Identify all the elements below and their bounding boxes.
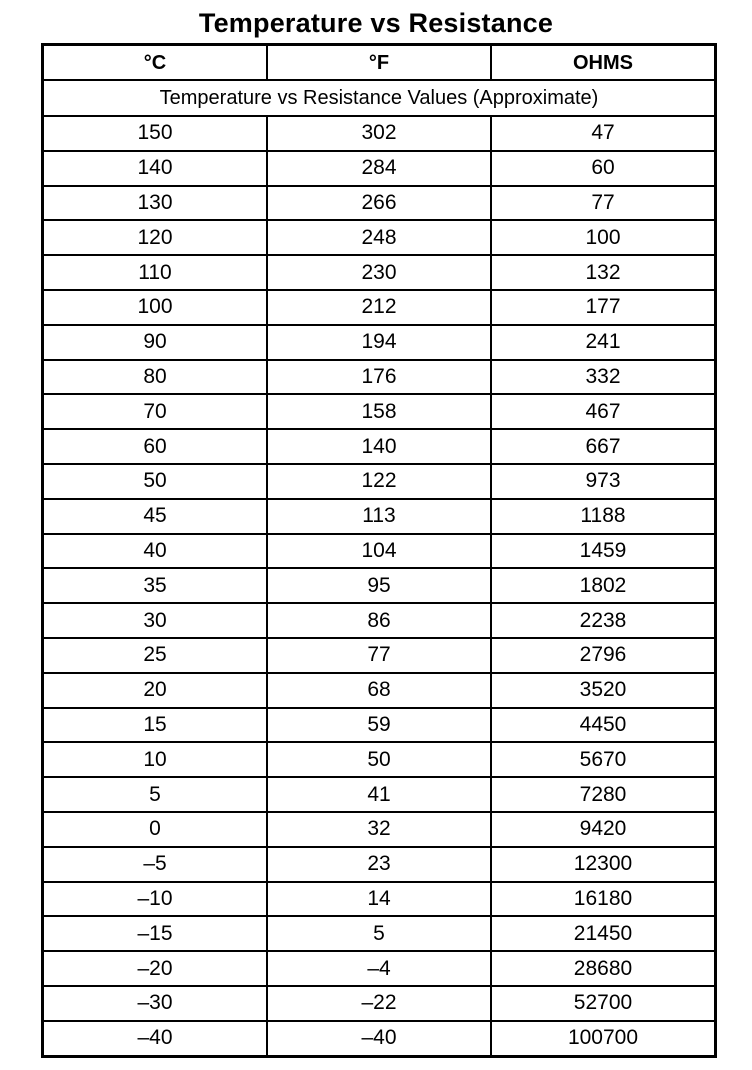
cell-celsius: 120: [43, 220, 268, 255]
table-row: [43, 603, 716, 638]
cell-fahrenheit: 230: [267, 255, 491, 290]
cell-celsius: –5: [43, 847, 268, 882]
cell-celsius: 60: [43, 429, 268, 464]
column-header-ohms: OHMS: [491, 45, 716, 81]
cell-ohms: 2238: [491, 603, 716, 638]
cell-celsius: 15: [43, 708, 268, 743]
cell-ohms: 4450: [491, 708, 716, 743]
cell-fahrenheit: 77: [267, 638, 491, 673]
cell-celsius: 80: [43, 360, 268, 395]
cell-celsius: 100: [43, 290, 268, 325]
cell-celsius: 35: [43, 568, 268, 603]
cell-ohms: 132: [491, 255, 716, 290]
cell-ohms: 2796: [491, 638, 716, 673]
column-header-celsius: °C: [43, 45, 268, 81]
table-row: [43, 186, 716, 221]
cell-ohms: 332: [491, 360, 716, 395]
cell-ohms: 973: [491, 464, 716, 499]
cell-fahrenheit: 104: [267, 534, 491, 569]
table-subheader: Temperature vs Resistance Values (Approximate): [43, 80, 716, 116]
cell-fahrenheit: 86: [267, 603, 491, 638]
cell-ohms: 100700: [491, 1021, 716, 1056]
table-row: [43, 464, 716, 499]
cell-fahrenheit: 5: [267, 916, 491, 951]
cell-celsius: –30: [43, 986, 268, 1021]
table-row: [43, 1021, 716, 1056]
cell-fahrenheit: 248: [267, 220, 491, 255]
table-subheader-row: [43, 80, 716, 116]
cell-celsius: 10: [43, 742, 268, 777]
table-row: [43, 742, 716, 777]
cell-celsius: 20: [43, 673, 268, 708]
table-row: [43, 916, 716, 951]
cell-fahrenheit: 212: [267, 290, 491, 325]
table-row: [43, 429, 716, 464]
table-row: [43, 568, 716, 603]
table-row: [43, 534, 716, 569]
table-row: [43, 360, 716, 395]
page-title: Temperature vs Resistance: [198, 8, 554, 38]
cell-celsius: 110: [43, 255, 268, 290]
cell-ohms: 467: [491, 394, 716, 429]
cell-ohms: 7280: [491, 777, 716, 812]
cell-fahrenheit: –22: [267, 986, 491, 1021]
table-row: [43, 951, 716, 986]
cell-ohms: 47: [491, 116, 716, 151]
cell-fahrenheit: 266: [267, 186, 491, 221]
table-row: [43, 394, 716, 429]
cell-ohms: 77: [491, 186, 716, 221]
cell-fahrenheit: 95: [267, 568, 491, 603]
cell-fahrenheit: –4: [267, 951, 491, 986]
cell-fahrenheit: 158: [267, 394, 491, 429]
cell-celsius: 50: [43, 464, 268, 499]
temperature-resistance-table: [41, 43, 717, 1058]
cell-fahrenheit: 302: [267, 116, 491, 151]
cell-fahrenheit: 68: [267, 673, 491, 708]
cell-celsius: –40: [43, 1021, 268, 1056]
cell-ohms: 100: [491, 220, 716, 255]
cell-fahrenheit: 50: [267, 742, 491, 777]
cell-celsius: 40: [43, 534, 268, 569]
table-row: [43, 882, 716, 917]
cell-ohms: 60: [491, 151, 716, 186]
cell-fahrenheit: 14: [267, 882, 491, 917]
cell-ohms: 1459: [491, 534, 716, 569]
cell-ohms: 9420: [491, 812, 716, 847]
cell-fahrenheit: –40: [267, 1021, 491, 1056]
cell-ohms: 1188: [491, 499, 716, 534]
cell-ohms: 667: [491, 429, 716, 464]
cell-celsius: 30: [43, 603, 268, 638]
cell-fahrenheit: 194: [267, 325, 491, 360]
table-header-row: [43, 45, 716, 81]
column-header-fahrenheit: °F: [267, 45, 491, 81]
table-row: [43, 499, 716, 534]
table-row: [43, 708, 716, 743]
cell-ohms: 5670: [491, 742, 716, 777]
cell-fahrenheit: 113: [267, 499, 491, 534]
cell-celsius: 140: [43, 151, 268, 186]
cell-ohms: 12300: [491, 847, 716, 882]
cell-fahrenheit: 140: [267, 429, 491, 464]
cell-ohms: 52700: [491, 986, 716, 1021]
cell-celsius: 90: [43, 325, 268, 360]
table-row: [43, 116, 716, 151]
table-row: [43, 220, 716, 255]
cell-celsius: –15: [43, 916, 268, 951]
table-row: [43, 847, 716, 882]
cell-ohms: 21450: [491, 916, 716, 951]
cell-fahrenheit: 23: [267, 847, 491, 882]
cell-ohms: 3520: [491, 673, 716, 708]
cell-ohms: 1802: [491, 568, 716, 603]
table-row: [43, 255, 716, 290]
cell-celsius: 150: [43, 116, 268, 151]
cell-celsius: –20: [43, 951, 268, 986]
table-row: [43, 777, 716, 812]
cell-ohms: 28680: [491, 951, 716, 986]
table-row: [43, 812, 716, 847]
cell-fahrenheit: 284: [267, 151, 491, 186]
cell-ohms: 241: [491, 325, 716, 360]
table-row: [43, 986, 716, 1021]
cell-fahrenheit: 176: [267, 360, 491, 395]
cell-fahrenheit: 122: [267, 464, 491, 499]
table-row: [43, 290, 716, 325]
cell-celsius: 25: [43, 638, 268, 673]
cell-celsius: 45: [43, 499, 268, 534]
cell-celsius: 130: [43, 186, 268, 221]
cell-fahrenheit: 41: [267, 777, 491, 812]
cell-fahrenheit: 59: [267, 708, 491, 743]
cell-ohms: 16180: [491, 882, 716, 917]
cell-celsius: –10: [43, 882, 268, 917]
cell-celsius: 70: [43, 394, 268, 429]
table-row: [43, 638, 716, 673]
table-row: [43, 673, 716, 708]
cell-ohms: 177: [491, 290, 716, 325]
table-row: [43, 325, 716, 360]
cell-celsius: 0: [43, 812, 268, 847]
cell-fahrenheit: 32: [267, 812, 491, 847]
cell-celsius: 5: [43, 777, 268, 812]
table-row: [43, 151, 716, 186]
